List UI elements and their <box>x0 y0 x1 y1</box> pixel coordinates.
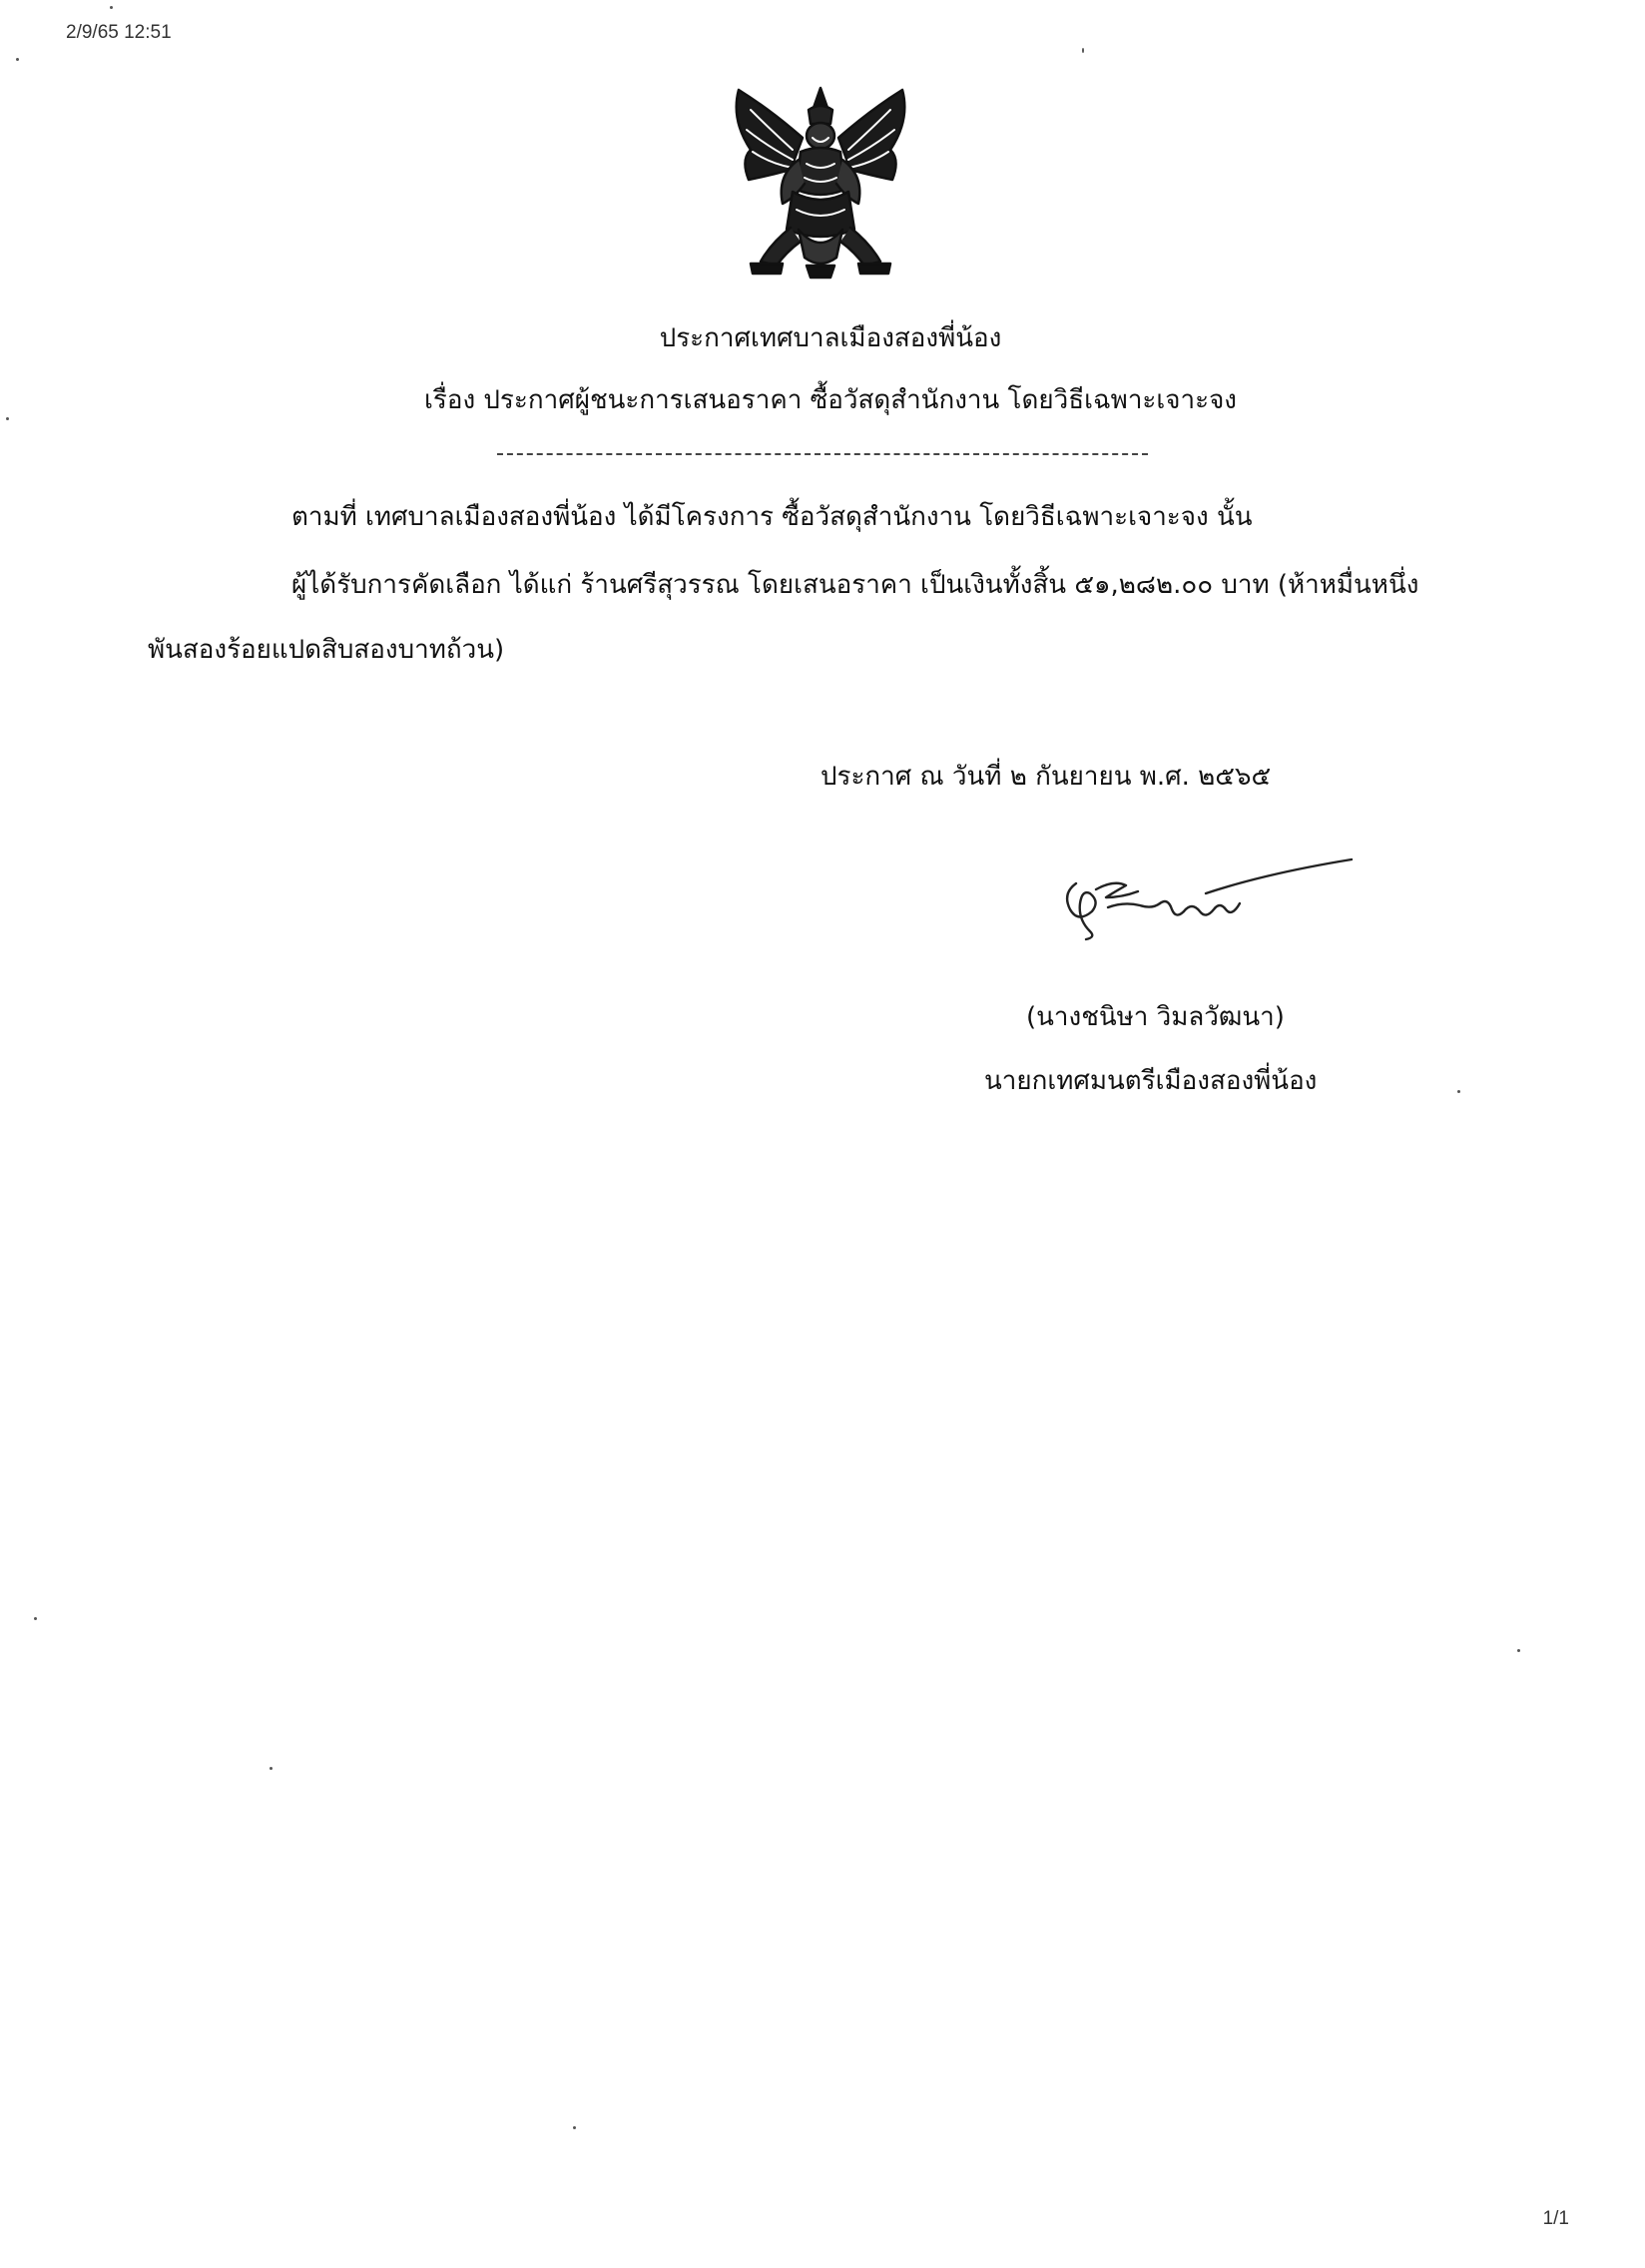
garuda-emblem-icon <box>721 80 920 289</box>
scan-speck <box>6 417 9 420</box>
signer-name: (นางชนิษา วิมลวัฒนา) <box>1026 1002 1285 1032</box>
page-number: 1/1 <box>1542 2208 1569 2229</box>
scan-speck <box>1457 1090 1460 1093</box>
announcement-date: ประกาศ ณ วันที่ ๒ กันยายน พ.ศ. ๒๕๖๕ <box>821 762 1272 792</box>
scan-speck <box>16 58 19 61</box>
print-timestamp: 2/9/65 12:51 <box>66 22 172 43</box>
scan-speck <box>270 1767 273 1770</box>
signer-position: นายกเทศมนตรีเมืองสองพี่น้อง <box>984 1066 1318 1096</box>
scan-speck <box>1517 1649 1520 1652</box>
scan-speck <box>573 2126 576 2129</box>
body-paragraph-1: ตามที่ เทศบาลเมืองสองพี่น้อง ได้มีโครงการ ซื้อวัสดุสำนักงาน โดยวิธีเฉพาะเจาะจง นั้น <box>291 502 1253 532</box>
announcement-title: ประกาศเทศบาลเมืองสองพี่น้อง <box>659 323 1002 353</box>
announcement-subject: เรื่อง ประกาศผู้ชนะการเสนอราคา ซื้อวัสดุสำนักงาน โดยวิธีเฉพาะเจาะจง <box>424 385 1237 415</box>
scan-speck <box>110 6 113 9</box>
scan-speck <box>1082 48 1084 53</box>
dashed-divider <box>497 453 1148 455</box>
scan-speck <box>34 1617 37 1620</box>
body-paragraph-2-line-2: พันสองร้อยแปดสิบสองบาทถ้วน) <box>148 635 505 665</box>
handwritten-signature-icon <box>1056 853 1356 943</box>
body-paragraph-2-line-1: ผู้ได้รับการคัดเลือก ได้แก่ ร้านศรีสุวรรณ โดยเสนอราคา เป็นเงินทั้งสิ้น ๕๑,๒๘๒.๐๐ บาท (ห้าหมื่นหนึ่ง <box>291 570 1419 600</box>
